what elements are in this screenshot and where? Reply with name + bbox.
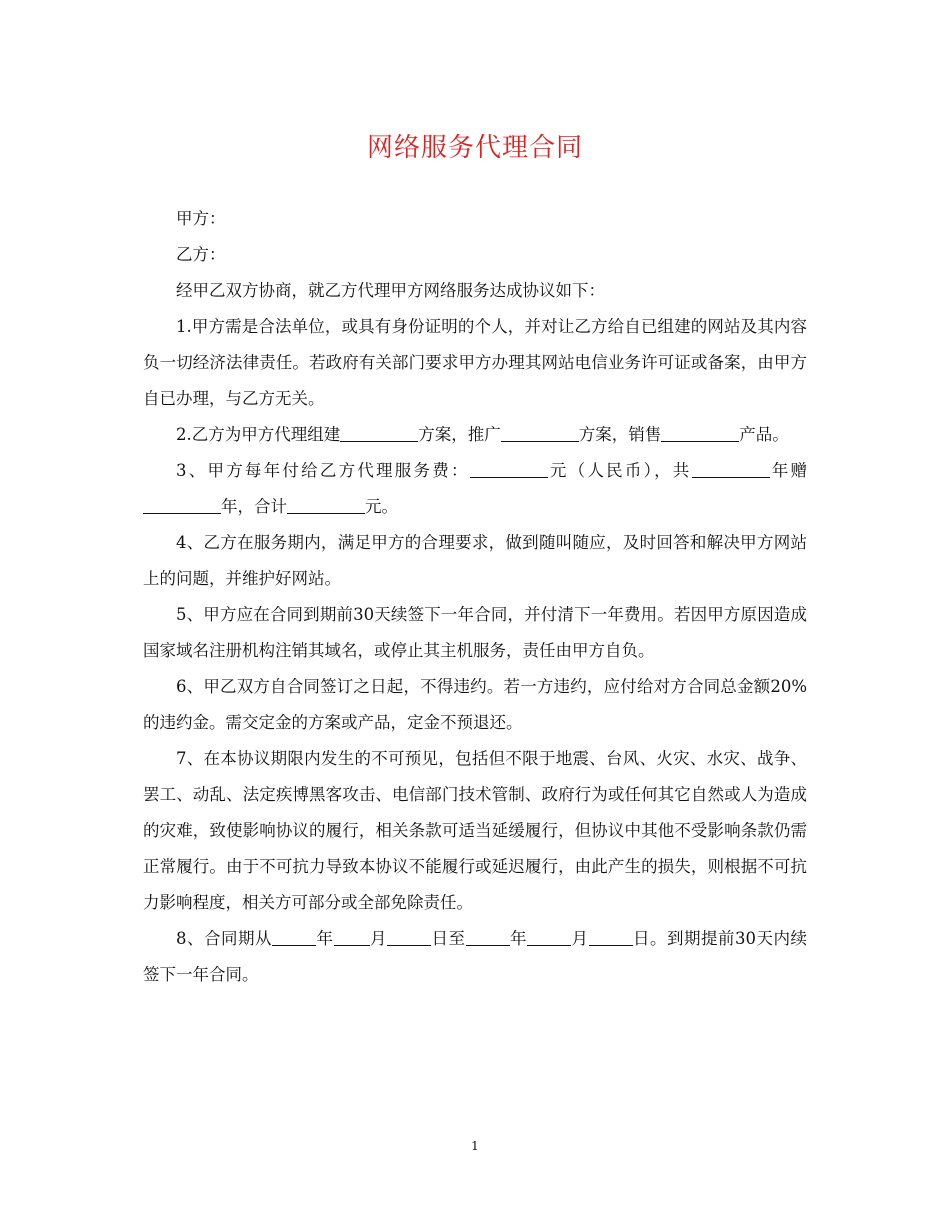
clause-8: [143, 921, 807, 993]
clause-2-text-a: 2.乙方为甲方代理组建: [176, 425, 341, 444]
clause-3-text-c: 年赠: [769, 461, 808, 480]
blank-line: [589, 928, 633, 946]
document-title: 网络服务代理合同: [366, 133, 583, 163]
clause-1: 1.甲方需是合法单位，或具有身份证明的个人，并对让乙方给自已组建的网站及其内容负一切经济法律责任。若政府有关部门要求甲方办理其网站电信业务许可证或备案，由甲方自已办理，与乙方无关。: [143, 317, 807, 408]
blank-line: [470, 460, 548, 478]
blank-line: [334, 928, 370, 946]
blank-line: [501, 424, 579, 442]
blank-line: [661, 424, 739, 442]
blank-line: [387, 928, 431, 946]
clause-2-text-d: 产品。: [739, 425, 789, 444]
clause-3-text-a: 3、甲方每年付给乙方代理服务费：: [176, 461, 470, 480]
blank-line: [340, 424, 418, 442]
clause-2: [143, 417, 807, 453]
blank-line: [143, 496, 221, 514]
clause-8-text-a: 8、合同期从: [176, 929, 272, 948]
clause-8-text-c: 月: [369, 929, 387, 948]
clause-2-text-b: 方案，推广: [418, 425, 501, 444]
party-a-line: 甲方：: [176, 209, 226, 228]
clause-3-text-b: 元（人民币），共: [547, 461, 692, 480]
clause-8-text-f: 月: [571, 929, 589, 948]
clause-4: 4、乙方在服务期内，满足甲方的合理要求，做到随叫随应，及时回答和解决甲方网站上的问题，并维护好网站。: [143, 533, 807, 588]
blank-line: [272, 928, 316, 946]
blank-line: [466, 928, 510, 946]
clause-8-text-g: 日。到期提前30天内续签下一年合同。: [143, 929, 807, 984]
party-b-line: 乙方：: [176, 245, 226, 264]
clause-8-text-d: 日至: [431, 929, 466, 948]
clause-8-text-b: 年: [316, 929, 334, 948]
intro-paragraph: 经甲乙双方协商，就乙方代理甲方网络服务达成协议如下：: [176, 281, 605, 300]
clause-7: 7、在本协议期限内发生的不可预见，包括但不限于地震、台风、火灾、水灾、战争、罢工、动乱、法定疾博黑客攻击、电信部门技术管制、政府行为或任何其它自然或人为造成的灾难，致使影响协议的履行，相关条款可适当延缓履行，但协议中其他不受影响条款仍需正常履行。由于不可抗力导致本协议不能履行或延迟履行，由此产生的损失，则根据不可抗力影响程度，相关方可部分或全部免除责任。: [143, 749, 807, 912]
blank-line: [527, 928, 571, 946]
page-number: 1: [471, 1139, 479, 1153]
clause-3: [143, 453, 807, 525]
clause-3-text-d: 年，合计: [221, 497, 287, 516]
blank-line: [692, 460, 770, 478]
document-body: [143, 201, 807, 993]
clause-5: 5、甲方应在合同到期前30天续签下一年合同，并付清下一年费用。若因甲方原因造成国家域名注册机构注销其域名，或停止其主机服务，责任由甲方自负。: [143, 605, 807, 660]
clause-2-text-c: 方案，销售: [578, 425, 662, 444]
blank-line: [287, 496, 365, 514]
clause-3-text-e: 元。: [365, 497, 398, 516]
clause-6: 6、甲乙双方自合同签订之日起，不得违约。若一方违约，应付给对方合同总金额20%的违约金。需交定金的方案或产品，定金不预退还。: [143, 677, 807, 732]
clause-8-text-e: 年: [509, 929, 527, 948]
